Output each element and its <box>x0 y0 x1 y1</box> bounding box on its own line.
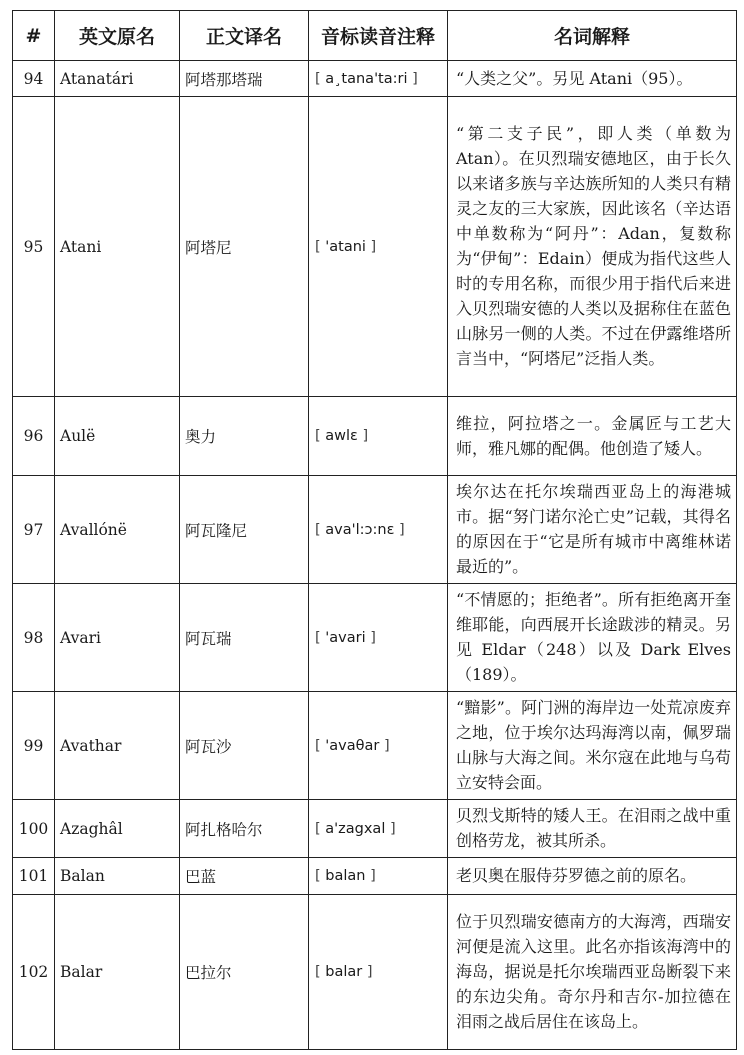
english-name: Avathar <box>55 692 180 800</box>
chinese-name: 巴拉尔 <box>180 895 309 1050</box>
chinese-name: 阿瓦隆尼 <box>180 476 309 584</box>
definition: 位于贝烈瑞安德南方的大海湾，西瑞安河便是流入这里。此名亦指该海湾中的海岛，据说是托尔埃瑞西亚岛断裂下来的东边尖角。奇尔丹和吉尔-加拉德在泪雨之战后居住在该岛上。 <box>448 895 737 1050</box>
entry-number: 94 <box>13 61 55 97</box>
phonetic-cell: [ 'avaθar ] <box>309 692 448 800</box>
phonetic-text: 'avari <box>325 629 366 646</box>
phonetic-text: balar <box>325 964 363 980</box>
definition: 维拉，阿拉塔之一。金属匠与工艺大师，雅凡娜的配偶。他创造了矮人。 <box>448 397 737 476</box>
definition: 埃尔达在托尔埃瑞西亚岛上的海港城市。据“努门诺尔沦亡史”记载，其得名的原因在于“它是所有城市中离维林诺最近的”。 <box>448 476 737 584</box>
header-row <box>13 11 737 61</box>
phonetic-text: balan <box>325 868 366 884</box>
phonetic-cell: [ a¸tana'ta:ri ] <box>309 61 448 97</box>
entry-number: 95 <box>13 97 55 397</box>
entry-number: 102 <box>13 895 55 1050</box>
header-chinese-name: 正文译名 <box>180 11 309 61</box>
header-phonetic: 音标读音注释 <box>309 11 448 61</box>
definition: “黯影”。阿门洲的海岸边一处荒凉废弃之地，位于埃尔达玛海湾以南，佩罗瑞山脉与大海之间。米尔寇在此地与乌苟立安特会面。 <box>448 692 737 800</box>
phonetic-text: ava'l:ɔ:nɛ <box>325 521 395 538</box>
chinese-name: 阿瓦沙 <box>180 692 309 800</box>
english-name: Azaghâl <box>55 800 180 858</box>
header-number: # <box>13 11 55 61</box>
chinese-name: 奥力 <box>180 397 309 476</box>
definition: “不情愿的；拒绝者”。所有拒绝离开奎维耶能，向西展开长途跋涉的精灵。另见 Eldar（248）以及 Dark Elves（189）。 <box>448 584 737 692</box>
phonetic-cell: [ 'atani ] <box>309 97 448 397</box>
chinese-name: 阿瓦瑞 <box>180 584 309 692</box>
phonetic-cell: [ awlɛ ] <box>309 397 448 476</box>
chinese-name: 阿塔那塔瑞 <box>180 61 309 97</box>
chinese-name: 阿塔尼 <box>180 97 309 397</box>
english-name: Avallónë <box>55 476 180 584</box>
table-row <box>13 895 737 1050</box>
phonetic-cell: [ balar ] <box>309 895 448 1050</box>
phonetic-cell: [ balan ] <box>309 858 448 895</box>
table-row <box>13 397 737 476</box>
english-name: Aulë <box>55 397 180 476</box>
table-row <box>13 97 737 397</box>
phonetic-text: 'avaθar <box>325 737 380 754</box>
definition: “人类之父”。另见 Atani（95）。 <box>448 61 737 97</box>
table-row <box>13 476 737 584</box>
entry-number: 98 <box>13 584 55 692</box>
phonetic-cell: [ 'avari ] <box>309 584 448 692</box>
phonetic-text: awlɛ <box>325 428 358 444</box>
entry-number: 99 <box>13 692 55 800</box>
entry-number: 101 <box>13 858 55 895</box>
definition: “第二支子民”，即人类（单数为Atan）。在贝烈瑞安德地区，由于长久以来诸多族与辛达族所知的人类只有精灵之友的三大家族，因此该名（辛达语中单数称为“阿丹”：Adan，复数称为“伊甸”：Edain）便成为指代这些人时的专用名称，而很少用于指代后来进入贝烈瑞安德的人类以及据称住在蓝色山脉另一侧的人类。不过在伊露维塔所言当中，“阿塔尼”泛指人类。 <box>448 97 737 397</box>
phonetic-cell: [ a'zagxal ] <box>309 800 448 858</box>
definition: 老贝奥在服侍芬罗德之前的原名。 <box>448 858 737 895</box>
definition: 贝烈戈斯特的矮人王。在泪雨之战中重创格劳龙，被其所杀。 <box>448 800 737 858</box>
english-name: Atani <box>55 97 180 397</box>
table-row <box>13 858 737 895</box>
english-name: Balar <box>55 895 180 1050</box>
english-name: Atanatári <box>55 61 180 97</box>
chinese-name: 阿扎格哈尔 <box>180 800 309 858</box>
phonetic-text: a¸tana'ta:ri <box>325 70 408 87</box>
phonetic-text: a'zagxal <box>325 820 386 837</box>
table-row <box>13 61 737 97</box>
table-row <box>13 800 737 858</box>
entry-number: 96 <box>13 397 55 476</box>
english-name: Avari <box>55 584 180 692</box>
phonetic-cell: [ ava'l:ɔ:nɛ ] <box>309 476 448 584</box>
table-row <box>13 692 737 800</box>
chinese-name: 巴蓝 <box>180 858 309 895</box>
english-name: Balan <box>55 858 180 895</box>
header-definition: 名词解释 <box>448 11 737 61</box>
phonetic-text: 'atani <box>325 238 366 255</box>
entry-number: 97 <box>13 476 55 584</box>
header-english-name: 英文原名 <box>55 11 180 61</box>
entry-number: 100 <box>13 800 55 858</box>
table-row <box>13 584 737 692</box>
glossary-table <box>12 10 737 1050</box>
